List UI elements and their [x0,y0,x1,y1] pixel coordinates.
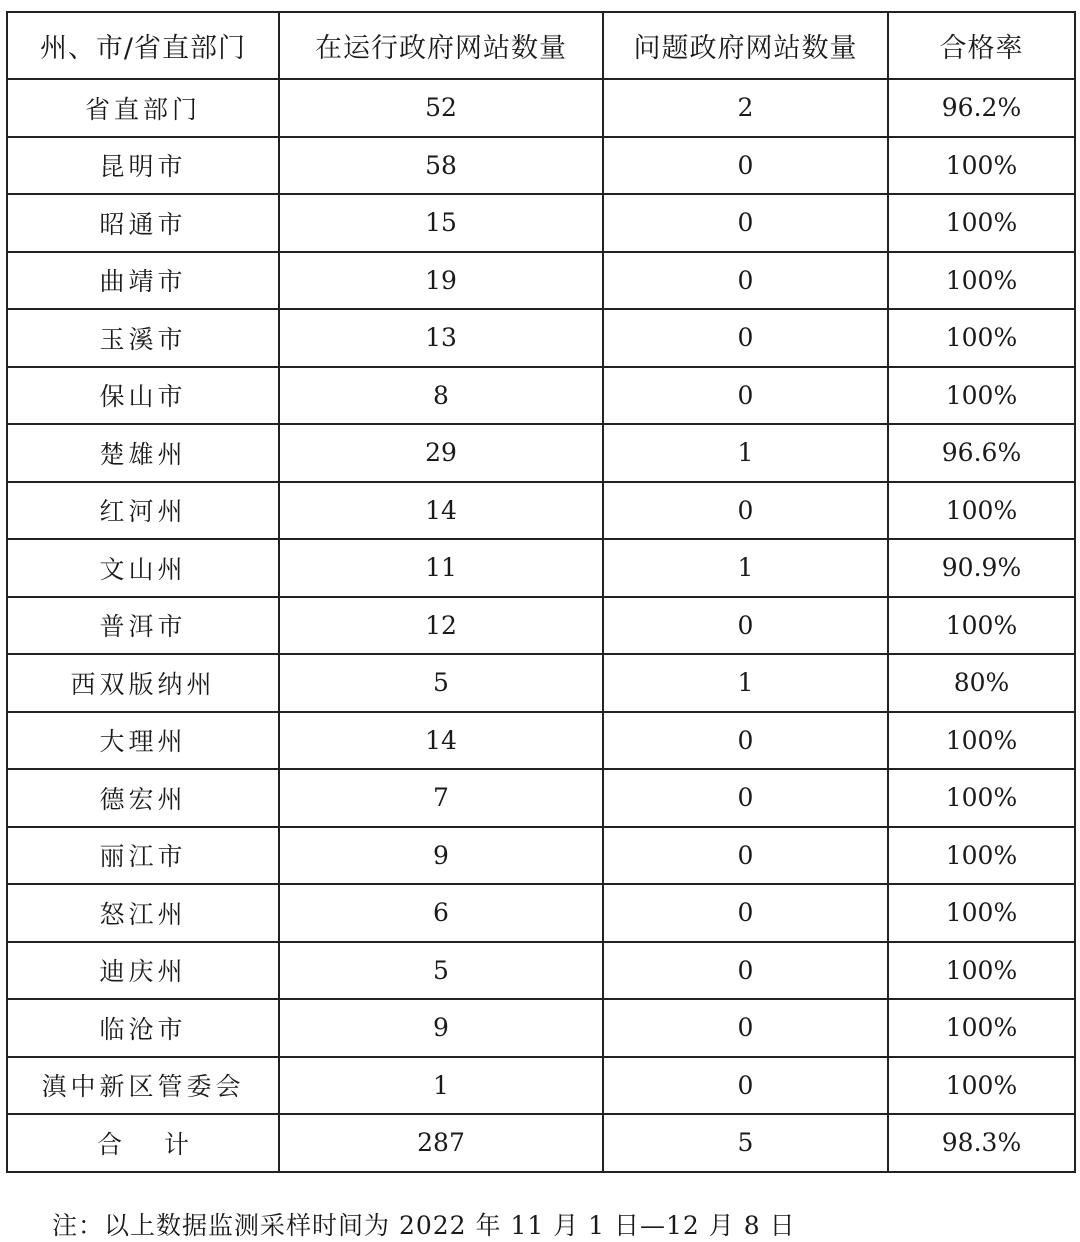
problem-count-cell: 0 [603,769,888,827]
running-count-cell: 14 [279,482,603,540]
region-cell: 迪庆州 [7,942,279,1000]
pass-rate-cell: 100% [888,137,1075,195]
problem-count-cell: 0 [603,597,888,655]
running-count-cell: 19 [279,252,603,310]
running-count-cell: 58 [279,137,603,195]
pass-rate-cell: 96.6% [888,424,1075,482]
total-running-count-cell: 287 [279,1114,603,1172]
table-row [7,482,1075,540]
pass-rate-cell: 100% [888,482,1075,540]
table-row [7,79,1075,137]
pass-rate-cell: 100% [888,827,1075,885]
header-pass-rate: 合格率 [888,12,1075,79]
running-count-cell: 12 [279,597,603,655]
total-row [7,1114,1075,1172]
pass-rate-cell: 100% [888,597,1075,655]
table-row [7,999,1075,1057]
running-count-cell: 6 [279,884,603,942]
running-count-cell: 11 [279,539,603,597]
problem-count-cell: 0 [603,252,888,310]
problem-count-cell: 0 [603,367,888,425]
region-cell: 文山州 [7,539,279,597]
pass-rate-cell: 100% [888,367,1075,425]
website-stats-table [6,11,1076,1173]
table-header-row [7,12,1075,79]
table-row [7,539,1075,597]
problem-count-cell: 0 [603,999,888,1057]
region-cell: 临沧市 [7,999,279,1057]
table-row [7,942,1075,1000]
pass-rate-cell: 80% [888,654,1075,712]
header-region: 州、市/省直部门 [7,12,279,79]
pass-rate-cell: 100% [888,309,1075,367]
problem-count-cell: 2 [603,79,888,137]
table-row [7,884,1075,942]
region-cell: 大理州 [7,712,279,770]
region-cell: 保山市 [7,367,279,425]
table-row [7,252,1075,310]
problem-count-cell: 0 [603,1057,888,1115]
total-label-first: 合 [96,1129,122,1159]
pass-rate-cell: 90.9% [888,539,1075,597]
running-count-cell: 15 [279,194,603,252]
region-cell: 昆明市 [7,137,279,195]
pass-rate-cell: 100% [888,769,1075,827]
problem-count-cell: 0 [603,482,888,540]
region-cell: 玉溪市 [7,309,279,367]
region-cell: 昭通市 [7,194,279,252]
pass-rate-cell: 100% [888,1057,1075,1115]
running-count-cell: 14 [279,712,603,770]
problem-count-cell: 1 [603,539,888,597]
footnote: 注：以上数据监测采样时间为 2022 年 11 月 1 日—12 月 8 日 [52,1211,796,1240]
region-cell: 怒江州 [7,884,279,942]
region-cell: 红河州 [7,482,279,540]
running-count-cell: 5 [279,942,603,1000]
running-count-cell: 5 [279,654,603,712]
region-cell: 德宏州 [7,769,279,827]
table-row [7,309,1075,367]
table-row [7,137,1075,195]
region-cell: 西双版纳州 [7,654,279,712]
total-label-second: 计 [164,1129,190,1159]
problem-count-cell: 0 [603,884,888,942]
running-count-cell: 13 [279,309,603,367]
problem-count-cell: 0 [603,712,888,770]
problem-count-cell: 0 [603,309,888,367]
table-row [7,654,1075,712]
running-count-cell: 8 [279,367,603,425]
pass-rate-cell: 100% [888,252,1075,310]
problem-count-cell: 1 [603,654,888,712]
problem-count-cell: 0 [603,827,888,885]
running-count-cell: 1 [279,1057,603,1115]
problem-count-cell: 0 [603,194,888,252]
table-row [7,1057,1075,1115]
table-row [7,712,1075,770]
total-pass-rate-cell: 98.3% [888,1114,1075,1172]
pass-rate-cell: 100% [888,999,1075,1057]
region-cell: 滇中新区管委会 [7,1057,279,1115]
problem-count-cell: 0 [603,942,888,1000]
region-cell: 楚雄州 [7,424,279,482]
header-running-count: 在运行政府网站数量 [279,12,603,79]
region-cell: 曲靖市 [7,252,279,310]
table-row [7,367,1075,425]
header-problem-count: 问题政府网站数量 [603,12,888,79]
pass-rate-cell: 100% [888,942,1075,1000]
total-problem-count-cell: 5 [603,1114,888,1172]
pass-rate-cell: 100% [888,194,1075,252]
table-row [7,424,1075,482]
running-count-cell: 29 [279,424,603,482]
problem-count-cell: 0 [603,137,888,195]
table-row [7,769,1075,827]
pass-rate-cell: 100% [888,884,1075,942]
region-cell: 丽江市 [7,827,279,885]
running-count-cell: 7 [279,769,603,827]
table-row [7,597,1075,655]
region-cell: 省直部门 [7,79,279,137]
running-count-cell: 9 [279,999,603,1057]
running-count-cell: 52 [279,79,603,137]
website-stats-table-container [6,11,1074,1173]
pass-rate-cell: 100% [888,712,1075,770]
table-row [7,827,1075,885]
total-label-cell [7,1114,279,1172]
region-cell: 普洱市 [7,597,279,655]
pass-rate-cell: 96.2% [888,79,1075,137]
table-row [7,194,1075,252]
problem-count-cell: 1 [603,424,888,482]
running-count-cell: 9 [279,827,603,885]
